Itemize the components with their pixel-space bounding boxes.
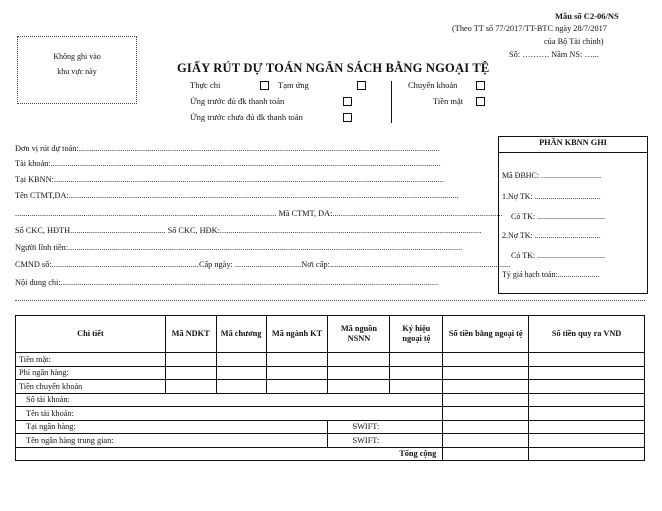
col-header-ma-nganh: Mã ngành KT — [266, 316, 328, 353]
table-cell[interactable] — [529, 366, 645, 380]
table-row — [16, 353, 645, 367]
kbnn-header: PHẦN KBNN GHI — [499, 137, 647, 153]
section-divider — [15, 300, 645, 301]
page-title: GIẤY RÚT DỰ TOÁN NGÂN SÁCH BẰNG NGOẠI TỆ — [177, 61, 490, 75]
field-nguoi-linh[interactable]: Người lĩnh tiền:.............................................................................................................................................................................................. — [15, 243, 463, 252]
swift-label: SWIFT: — [328, 420, 443, 434]
reserved-stamp-area — [17, 36, 137, 104]
col-header-so-tien-vnd: Số tiền quy ra VND — [529, 316, 645, 353]
field-label: CMND số: — [15, 260, 52, 269]
table-cell[interactable] — [165, 353, 216, 367]
table-row-total — [16, 447, 645, 461]
option-label: Tiền mặt — [433, 96, 464, 106]
field-label: Tên CTMT,DA: — [15, 191, 69, 200]
col-header-ky-hieu: Ký hiệu ngoại tệ — [390, 316, 443, 353]
detail-table — [15, 315, 645, 461]
kbnn-section — [498, 136, 648, 294]
col-header-so-tien-ngoai-te: Số tiền bằng ngoại tệ — [443, 316, 529, 353]
field-label: Số CKC, HĐK: — [167, 226, 220, 235]
table-cell[interactable] — [443, 407, 529, 421]
table-cell[interactable] — [266, 380, 328, 394]
row-label: Tiền mặt: — [16, 353, 166, 367]
table-row — [16, 366, 645, 380]
field-label: Mã CTMT, DA: — [278, 209, 333, 218]
table-cell[interactable] — [529, 380, 645, 394]
option-label: Ứng trước đủ đk thanh toán — [190, 96, 285, 106]
table-cell[interactable] — [443, 353, 529, 367]
circular-reference: (Theo TT số 77/2017/TT-BTC ngày 28/7/2017 — [452, 24, 607, 33]
table-cell[interactable] — [165, 380, 216, 394]
kbnn-label: Tỷ giá hạch toán: — [502, 270, 558, 279]
option-tam-ung[interactable] — [278, 80, 309, 90]
table-cell[interactable] — [390, 353, 443, 367]
field-label: Tại KBNN: — [15, 175, 54, 184]
row-label: Số tài khoản: — [16, 393, 443, 407]
col-header-ma-chuong: Mã chương — [216, 316, 266, 353]
kbnn-co-tk-2[interactable]: Có TK: .................................. — [511, 251, 606, 260]
field-label: Người lĩnh tiền: — [15, 243, 69, 252]
table-cell[interactable] — [443, 434, 529, 448]
row-label: Phí ngân hàng: — [16, 366, 166, 380]
kbnn-ty-gia[interactable]: Tỷ giá hạch toán:..................... — [502, 270, 600, 279]
table-cell[interactable] — [529, 393, 645, 407]
checkbox-thuc-chi[interactable] — [260, 81, 269, 90]
field-label: Nơi cấp: — [301, 260, 330, 269]
table-cell[interactable] — [390, 366, 443, 380]
row-label: Tên tài khoản: — [16, 407, 443, 421]
table-cell[interactable] — [328, 366, 390, 380]
stamp-line-2: khu vực này — [57, 67, 97, 76]
field-ma-ctmt[interactable]: .............................................................................................................................. Mã CTMT, DA:.................................................................................. — [15, 209, 503, 218]
option-label: Ứng trước chưa đủ đk thanh toán — [190, 112, 303, 122]
table-cell[interactable] — [443, 420, 529, 434]
field-tai-kbnn[interactable]: Tại KBNN:............................................................................................................................................................................................ — [15, 175, 444, 184]
option-label: Chuyển khoản — [408, 80, 458, 90]
table-cell[interactable] — [216, 366, 266, 380]
field-noi-dung[interactable]: Nội dung chi:...................................................................................................................................................................................... — [15, 278, 439, 287]
table-cell[interactable] — [443, 393, 529, 407]
table-cell[interactable] — [443, 380, 529, 394]
field-label: Số CKC, HĐTH — [15, 226, 71, 235]
document-number-field[interactable]: Số: ………. Năm NS: …... — [509, 50, 599, 59]
kbnn-no-tk-2[interactable]: 2.Nợ TK: ................................. — [502, 231, 601, 240]
option-label: Thực chi — [190, 80, 221, 90]
form-number: Mẫu số C2-06/NS — [555, 11, 619, 21]
table-row — [16, 380, 645, 394]
row-label: Tiền chuyển khoản — [16, 380, 166, 394]
checkbox-ung-truoc-chua[interactable] — [343, 113, 352, 122]
options-divider — [391, 81, 392, 123]
col-header-chi-tiet: Chi tiết — [16, 316, 166, 353]
option-tien-mat[interactable] — [433, 96, 463, 106]
total-vnd-cell[interactable] — [529, 447, 645, 461]
stamp-line-1: Không ghi vào — [53, 52, 101, 61]
kbnn-label: 1.Nợ TK: — [502, 192, 533, 201]
kbnn-label: Có TK: — [511, 251, 536, 260]
option-chuyen-khoan[interactable] — [408, 80, 457, 90]
table-row — [16, 407, 645, 421]
table-row — [16, 420, 645, 434]
checkbox-tam-ung[interactable] — [357, 81, 366, 90]
kbnn-label: 2.Nợ TK: — [502, 231, 533, 240]
total-label: Tổng cộng — [16, 447, 443, 461]
kbnn-label: Mã ĐBHC: — [502, 171, 540, 180]
table-cell[interactable] — [328, 380, 390, 394]
kbnn-no-tk-1[interactable]: 1.Nợ TK: ................................. — [502, 192, 601, 201]
option-ung-truoc-du[interactable] — [190, 96, 284, 106]
option-thuc-chi[interactable] — [190, 80, 220, 90]
row-label: Tại ngân hàng: — [16, 420, 328, 434]
table-cell[interactable] — [216, 380, 266, 394]
swift-label: SWIFT: — [328, 434, 443, 448]
col-header-ma-nguon: Mã nguồn NSNN — [328, 316, 390, 353]
table-cell[interactable] — [529, 353, 645, 367]
table-cell[interactable] — [529, 407, 645, 421]
kbnn-co-tk-1[interactable]: Có TK: .................................. — [511, 212, 606, 221]
table-cell[interactable] — [216, 353, 266, 367]
option-label: Tạm ứng — [278, 80, 309, 90]
table-cell[interactable] — [390, 380, 443, 394]
table-cell[interactable] — [266, 353, 328, 367]
field-label: Tài khoản: — [15, 159, 51, 168]
table-cell[interactable] — [328, 353, 390, 367]
row-label: Tên ngân hàng trung gian: — [16, 434, 328, 448]
field-cmnd[interactable]: CMND số:.......................................................................Cấp ngày: ................................Nơi cấp:....................................................................................... — [15, 260, 511, 269]
col-header-ma-ndkt: Mã NDKT — [165, 316, 216, 353]
field-don-vi[interactable]: Đơn vị rút dự toán:.............................................................................................................................................................................. — [15, 144, 440, 153]
checkbox-chuyen-khoan[interactable] — [476, 81, 485, 90]
table-row — [16, 393, 645, 407]
field-tai-khoan[interactable]: Tài khoản:............................................................................................................................................................................................ — [15, 159, 441, 168]
field-label: Nội dung chi: — [15, 278, 61, 287]
total-foreign-cell[interactable] — [443, 447, 529, 461]
field-ten-ctmt[interactable]: Tên CTMT,DA:............................................................................................................................................................................................ — [15, 191, 459, 200]
checkbox-tien-mat[interactable] — [476, 97, 485, 106]
field-label: Cấp ngày: — [198, 260, 233, 269]
table-row — [16, 434, 645, 448]
table-cell[interactable] — [529, 434, 645, 448]
option-ung-truoc-chua[interactable] — [190, 112, 303, 122]
field-label: Đơn vị rút dự toán: — [15, 144, 79, 153]
checkbox-ung-truoc-du[interactable] — [343, 97, 352, 106]
kbnn-ma-dbhc[interactable]: Mã ĐBHC: .............................. — [502, 171, 602, 180]
table-cell[interactable] — [266, 366, 328, 380]
circular-issuer: của Bộ Tài chính) — [544, 37, 604, 46]
table-cell[interactable] — [443, 366, 529, 380]
table-cell[interactable] — [529, 420, 645, 434]
kbnn-label: Có TK: — [511, 212, 536, 221]
field-so-ckc[interactable]: Số CKC, HĐTH.............................................. Số CKC, HĐK:.............................................................................................................................. — [15, 226, 482, 235]
table-cell[interactable] — [165, 366, 216, 380]
